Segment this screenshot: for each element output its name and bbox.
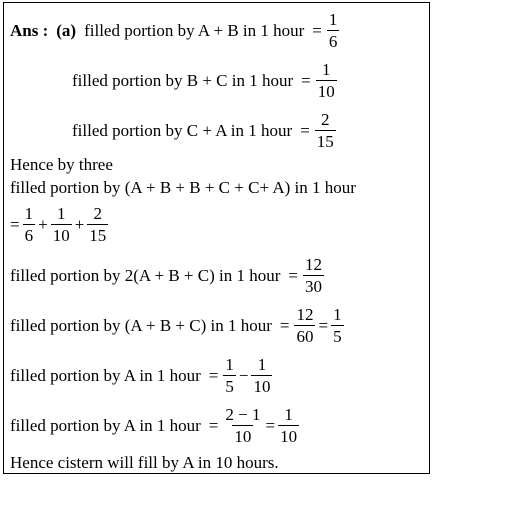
equals-sign: = bbox=[279, 316, 290, 336]
denominator: 10 bbox=[280, 426, 298, 446]
equals-sign: = bbox=[300, 121, 310, 141]
fraction bbox=[315, 111, 336, 151]
numerator: 1 bbox=[225, 355, 234, 374]
statement-text: filled portion by 2(A + B + C) in 1 hour bbox=[10, 266, 281, 286]
numerator: 2 bbox=[321, 110, 330, 129]
denominator: 6 bbox=[328, 31, 338, 51]
denominator: 10 bbox=[253, 376, 271, 396]
fraction bbox=[327, 11, 340, 51]
equals-sign: = bbox=[318, 316, 329, 336]
plus-sign: + bbox=[38, 215, 48, 235]
denominator: 60 bbox=[296, 326, 314, 346]
statement-text: filled portion by (A + B + C) in 1 hour bbox=[10, 316, 272, 336]
answer-box bbox=[3, 2, 430, 474]
plus-sign: + bbox=[74, 215, 85, 235]
line-5 bbox=[10, 179, 356, 196]
line-4 bbox=[10, 156, 113, 173]
equals-sign: = bbox=[10, 215, 20, 235]
fraction bbox=[51, 205, 72, 245]
statement-text: filled portion by A + B in 1 hour bbox=[84, 21, 305, 41]
answer-label: Ans : bbox=[10, 21, 49, 41]
statement-text: Hence by three bbox=[10, 155, 113, 174]
line-7 bbox=[10, 256, 325, 296]
numerator: 12 bbox=[296, 305, 314, 324]
statement-text: filled portion by A in 1 hour bbox=[10, 366, 201, 386]
fraction bbox=[294, 306, 315, 346]
denominator: 15 bbox=[316, 131, 334, 151]
fraction bbox=[331, 306, 344, 346]
denominator: 6 bbox=[24, 225, 34, 245]
numerator: 1 bbox=[284, 405, 293, 424]
line-1 bbox=[10, 11, 340, 51]
numerator: 1 bbox=[24, 204, 34, 223]
fraction bbox=[278, 406, 299, 446]
numerator: 1 bbox=[56, 204, 66, 223]
numerator: 1 bbox=[257, 355, 267, 374]
minus-sign: − bbox=[238, 366, 249, 386]
numerator: 1 bbox=[321, 60, 331, 79]
fraction bbox=[303, 256, 324, 296]
part-label: (a) bbox=[56, 21, 77, 41]
fraction bbox=[316, 61, 337, 101]
fraction bbox=[87, 205, 108, 245]
fraction bbox=[251, 356, 272, 396]
denominator: 10 bbox=[52, 225, 70, 245]
fraction bbox=[223, 406, 262, 446]
statement-text: filled portion by C + A in 1 hour bbox=[72, 121, 293, 141]
line-6 bbox=[10, 205, 109, 245]
denominator: 30 bbox=[304, 276, 322, 296]
equals-sign: = bbox=[312, 21, 322, 41]
conclusion-text: Hence cistern will fill by A in 10 hours. bbox=[10, 453, 279, 472]
numerator: 1 bbox=[328, 10, 338, 29]
equals-sign: = bbox=[301, 71, 311, 91]
equals-sign: = bbox=[265, 416, 276, 436]
denominator: 15 bbox=[89, 225, 107, 245]
statement-text: filled portion by B + C in 1 hour bbox=[72, 71, 294, 91]
fraction bbox=[223, 356, 236, 396]
line-10 bbox=[10, 406, 300, 446]
equals-sign: = bbox=[288, 266, 298, 286]
line-3 bbox=[72, 111, 337, 151]
fraction bbox=[23, 205, 36, 245]
line-2 bbox=[72, 61, 338, 101]
line-8 bbox=[10, 306, 345, 346]
numerator: 2 bbox=[93, 204, 103, 223]
numerator: 1 bbox=[333, 305, 342, 324]
equals-sign: = bbox=[208, 366, 219, 386]
statement-text: filled portion by (A + B + B + C + C+ A) in 1 hour bbox=[10, 178, 356, 197]
statement-text: filled portion by A in 1 hour bbox=[10, 416, 201, 436]
numerator: 12 bbox=[304, 255, 322, 274]
equals-sign: = bbox=[208, 416, 219, 436]
numerator: 2 − 1 bbox=[225, 405, 261, 424]
denominator: 5 bbox=[333, 326, 342, 346]
line-11 bbox=[10, 454, 279, 471]
denominator: 10 bbox=[234, 426, 252, 446]
line-9 bbox=[10, 356, 273, 396]
denominator: 10 bbox=[317, 81, 335, 101]
denominator: 5 bbox=[225, 376, 234, 396]
